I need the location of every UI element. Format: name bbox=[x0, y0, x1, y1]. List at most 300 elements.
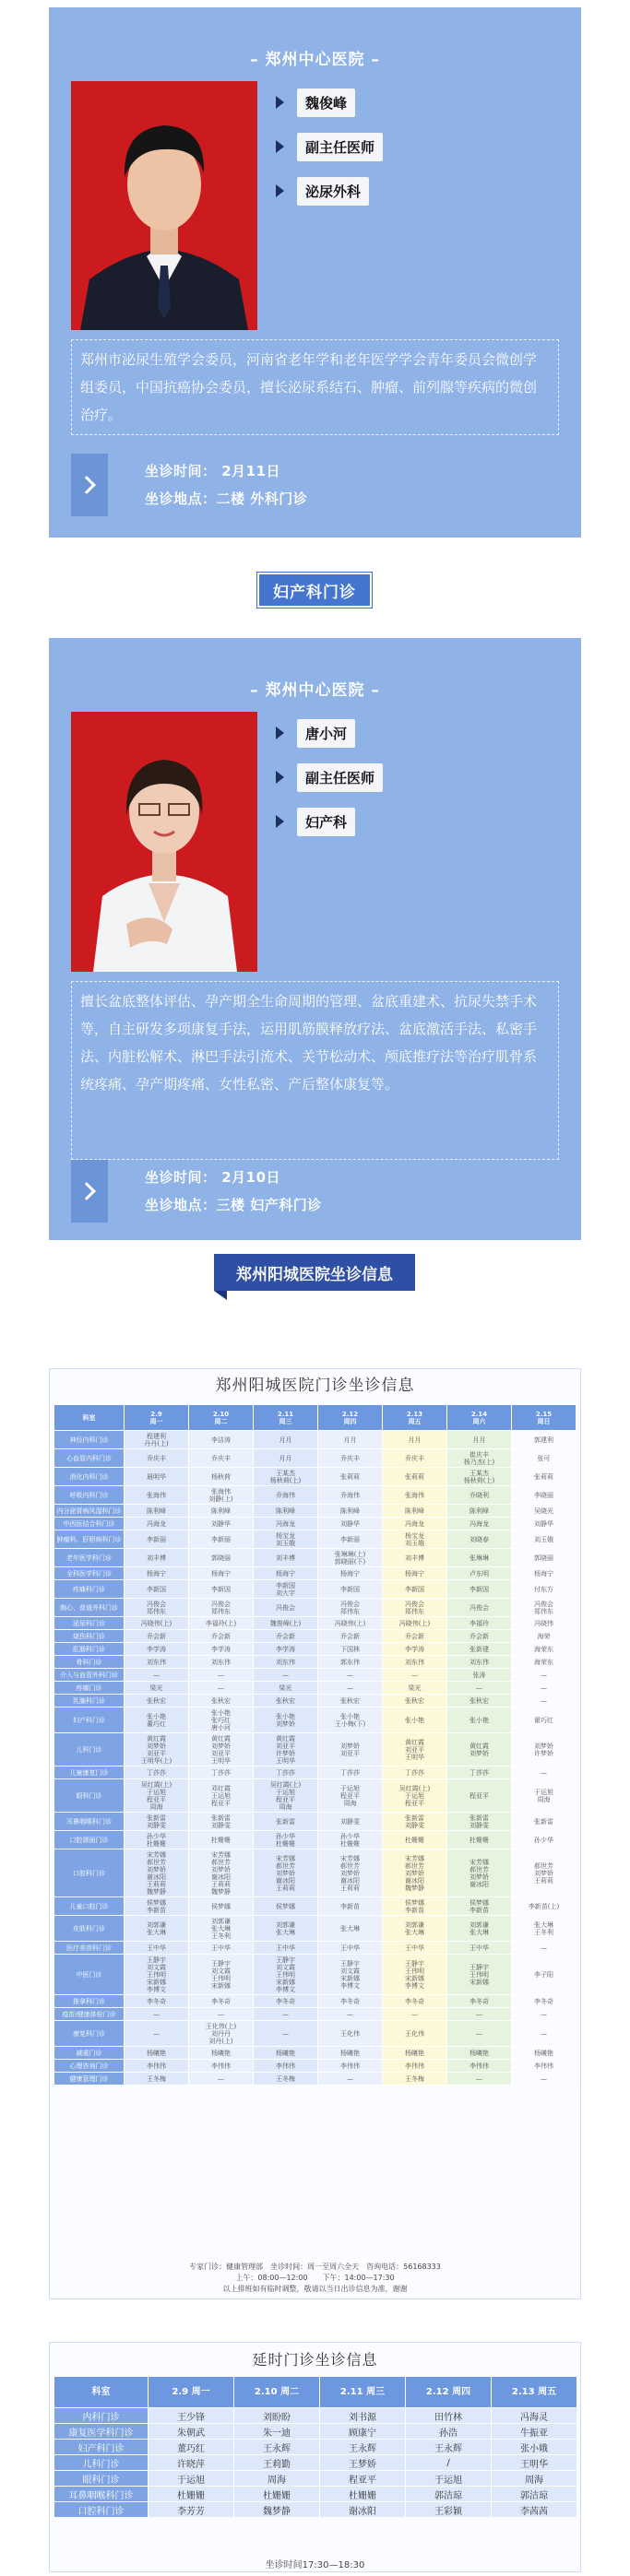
doctor-cell: 乔庆丰 bbox=[318, 1449, 383, 1468]
table-row bbox=[54, 1505, 577, 1518]
doctor-card-2 bbox=[49, 638, 581, 1240]
name-tag-row bbox=[276, 87, 355, 118]
doctor-cell: 杜姗姗 bbox=[234, 2487, 320, 2502]
doctor-photo bbox=[71, 712, 257, 972]
doctor-cell: 张秋宏 bbox=[447, 1695, 512, 1707]
column-header: 2.15 周日 bbox=[512, 1405, 577, 1431]
doctor-cell: 冯晓伟(上) bbox=[383, 1617, 447, 1630]
department-cell: 皮肤科门诊 bbox=[54, 1916, 125, 1942]
doctor-cell: — bbox=[447, 2008, 512, 2021]
table-row bbox=[54, 1669, 577, 1682]
table-row bbox=[54, 1779, 577, 1813]
doctor-cell: 李新国 bbox=[189, 1580, 254, 1599]
doctor-cell: 卢东明 bbox=[447, 1567, 512, 1580]
doctor-cell: 孙浩 bbox=[406, 2424, 492, 2440]
table-row bbox=[54, 1643, 577, 1656]
doctor-cell: 张秋宏 bbox=[125, 1695, 189, 1707]
table-row bbox=[54, 1955, 577, 1995]
doctor-cell: — bbox=[318, 2073, 383, 2086]
doctor-cell: 张小艳 王小梅(下) bbox=[318, 1707, 383, 1733]
doctor-cell: 冯晓伟 bbox=[512, 1617, 577, 1630]
doctor-cell: 王静宇 刘文霞 宋新娜 李博文 bbox=[318, 1955, 383, 1995]
doctor-cell: 李洁涛 bbox=[189, 1431, 254, 1449]
chevron-right-icon bbox=[71, 454, 108, 516]
doctor-cell: 张小艳 刘梦娇 bbox=[254, 1707, 318, 1733]
department-cell: 老年医学科门诊 bbox=[54, 1549, 125, 1567]
doctor-cell: 李冬奇 bbox=[318, 1995, 383, 2008]
doctor-cell: 黄红霞 刘亚平 王明华 bbox=[383, 1733, 447, 1767]
department-cell: 耳鼻咽喉科门诊 bbox=[54, 2487, 149, 2502]
doctor-cell: 王中华 bbox=[254, 1942, 318, 1955]
doctor-cell: 刘书源 bbox=[320, 2408, 406, 2424]
department-cell: 烧伤科门诊 bbox=[54, 1630, 125, 1643]
name-tag-row bbox=[276, 717, 355, 749]
doctor-cell: 王静宇 刘文霞 王伟明 宋新娜 李博文 bbox=[125, 1955, 189, 1995]
doctor-cell: 月月 bbox=[254, 1449, 318, 1468]
doctor-cell: 刘郭谦 张大琳 bbox=[447, 1916, 512, 1942]
department-cell: 肿瘤科、肝胆病科门诊 bbox=[54, 1530, 125, 1549]
doctor-cell: 吴红霞(上) 于运旭 程亚平 周海 bbox=[254, 1779, 318, 1813]
doctor-cell: — bbox=[189, 1669, 254, 1682]
doctor-cell: 王静宇 刘文霞 王伟明 宋新娜 bbox=[189, 1955, 254, 1995]
doctor-cell: 丁莎莎 bbox=[383, 1767, 447, 1779]
doctor-cell: 李伟伟 bbox=[383, 2060, 447, 2073]
doctor-cell: 乔会新 bbox=[318, 1630, 383, 1643]
table-row bbox=[54, 1630, 577, 1643]
doctor-cell: — bbox=[512, 1942, 577, 1955]
doctor-cell: 宋芳娜 郝世芳 刘梦娇 谢冰阳 bbox=[447, 1849, 512, 1897]
department-cell: 神经内科门诊 bbox=[54, 1431, 125, 1449]
doctor-cell: 顾康宁 bbox=[320, 2424, 406, 2440]
doctor-cell: 刘丰博 bbox=[383, 1549, 447, 1567]
doctor-cell: 冯海龙 bbox=[447, 1518, 512, 1530]
arrow-icon bbox=[276, 184, 284, 197]
table-header-row bbox=[54, 2377, 577, 2408]
doctor-cell: 付东方 bbox=[512, 1580, 577, 1599]
arrow-icon bbox=[276, 96, 284, 109]
doctor-cell: 刘静华 bbox=[189, 1518, 254, 1530]
doctor-cell: 杨海宁 bbox=[512, 1567, 577, 1580]
doctor-cell: 张莉莉 bbox=[318, 1468, 383, 1486]
schedule-block bbox=[71, 1160, 559, 1223]
doctor-cell: 王化伟 bbox=[318, 2021, 383, 2047]
doctor-name: 唐小河 bbox=[297, 719, 355, 748]
doctor-cell: 杨宝龙 刘玉娥 bbox=[254, 1530, 318, 1549]
doctor-cell: 月月 bbox=[318, 1431, 383, 1449]
doctor-cell: 李新国 bbox=[447, 1580, 512, 1599]
doctor-cell: 乔会新 bbox=[383, 1630, 447, 1643]
doctor-cell: 王冬梅 bbox=[125, 2073, 189, 2086]
table-row bbox=[54, 1733, 577, 1767]
doctor-cell: 李冬奇 bbox=[447, 1995, 512, 2008]
doctor-cell: 乔庆丰 bbox=[189, 1449, 254, 1468]
doctor-cell: 张小艳 董巧红 bbox=[125, 1707, 189, 1733]
doctor-cell: 李伟伟 bbox=[125, 2060, 189, 2073]
department-cell: 儿童康复门诊 bbox=[54, 1767, 125, 1779]
department-cell: 推拿科门诊 bbox=[54, 1995, 125, 2008]
doctor-description: 擅长盆底整体评估、孕产期全生命周期的管理、盆底重建术、抗尿失禁手术等，自主研发多项康复手法，运用肌筋膜释放疗法、盆底激活手法、私密手法、内脏松解术、淋巴手法引流术、关节松动术、颅底推疗法等治疗肌骨系统疼痛、孕产期疼痛、女性私密、产后整体康复等。 bbox=[71, 981, 559, 1160]
table-row bbox=[54, 1486, 577, 1505]
table-row bbox=[54, 1995, 577, 2008]
doctor-cell: 刘东伟 bbox=[189, 1656, 254, 1669]
table-footnote: 专家门诊：健康管理部 坐诊时间：周一至周六全天 咨询电话：56168333 bbox=[189, 2263, 441, 2271]
table-row bbox=[54, 1897, 577, 1916]
doctor-cell: — bbox=[125, 2008, 189, 2021]
table-row bbox=[54, 2502, 577, 2518]
doctor-cell: 李新苗 bbox=[318, 1897, 383, 1916]
doctor-cell: 李新苗(上) bbox=[512, 1897, 577, 1916]
doctor-cell: 邓红霞 王运旭 程亚平 bbox=[189, 1779, 254, 1813]
table-row bbox=[54, 1468, 577, 1486]
doctor-cell: 李茜茜 bbox=[492, 2502, 577, 2518]
doctor-cell: 孙少华 bbox=[512, 1831, 577, 1849]
doctor-cell: 王永辉 bbox=[234, 2440, 320, 2455]
table-row bbox=[54, 2487, 577, 2502]
doctor-cell: 丁莎莎 bbox=[318, 1767, 383, 1779]
department-cell: 肛肠科门诊 bbox=[54, 1643, 125, 1656]
department-cell: 儿童口腔门诊 bbox=[54, 1897, 125, 1916]
doctor-cell: 刘郭谦 张大琳 bbox=[383, 1916, 447, 1942]
doctor-cell: 刘玉娥 bbox=[512, 1530, 577, 1549]
doctor-cell: 李冬奇 bbox=[125, 1995, 189, 2008]
arrow-icon bbox=[276, 815, 284, 828]
doctor-photo bbox=[71, 81, 257, 330]
doctor-cell: 黄红霞 刘亚平 许梦娇 王明华 bbox=[254, 1733, 318, 1767]
chevron-right-icon bbox=[71, 1160, 108, 1223]
doctor-cell: 李福玲(上) bbox=[189, 1617, 254, 1630]
doctor-cell: 陈利峰 bbox=[254, 1505, 318, 1518]
doctor-cell: 刘静华 bbox=[318, 1518, 383, 1530]
doctor-cell: 王永辉 bbox=[320, 2440, 406, 2455]
table-row bbox=[54, 1518, 577, 1530]
doctor-cell: 李伟伟 bbox=[318, 2060, 383, 2073]
doctor-cell: 杜姗姗 bbox=[149, 2487, 234, 2502]
doctor-cell: 刘丰博 bbox=[125, 1549, 189, 1567]
doctor-cell: 刘郭谦 张大琳 bbox=[254, 1916, 318, 1942]
department-cell: 医疗美容科门诊 bbox=[54, 1942, 125, 1955]
doctor-cell: 冯俊会 郑伟东 bbox=[125, 1599, 189, 1617]
doctor-cell: 王少锋 bbox=[149, 2408, 234, 2424]
doctor-cell: 月月 bbox=[447, 1431, 512, 1449]
department-cell: 泌尿科门诊 bbox=[54, 1617, 125, 1630]
doctor-cell: 刘盼盼 bbox=[234, 2408, 320, 2424]
doctor-cell: — bbox=[512, 2008, 577, 2021]
hospital-name: – 郑州中心医院 – bbox=[250, 681, 380, 700]
table-row bbox=[54, 2408, 577, 2424]
doctor-cell: 侯梦娜 李新苗 bbox=[447, 1897, 512, 1916]
doctor-cell: 张大琳 bbox=[318, 1916, 383, 1942]
doctor-cell: 刘东伟 bbox=[254, 1656, 318, 1669]
doctor-cell: 刘郭谦 张大琳 王冬利 bbox=[189, 1916, 254, 1942]
doctor-cell: 杜姗姗 bbox=[383, 1831, 447, 1849]
doctor-cell: 王静宇 刘文霞 王伟明 宋新娜 李博文 bbox=[254, 1955, 318, 1995]
table-row bbox=[54, 1813, 577, 1831]
schedule-block bbox=[71, 454, 559, 516]
table-row bbox=[54, 1767, 577, 1779]
doctor-cell: 张新雷 刘静雯 bbox=[383, 1813, 447, 1831]
doctor-cell: 张海伟 bbox=[125, 1486, 189, 1505]
doctor-cell: 杨秋荷 bbox=[189, 1468, 254, 1486]
column-header: 2.13 周五 bbox=[383, 1405, 447, 1431]
doctor-cell: 王冬梅 bbox=[254, 2073, 318, 2086]
doctor-cell: 丁莎莎 bbox=[254, 1767, 318, 1779]
department-cell: 中医门诊 bbox=[54, 1955, 125, 1995]
doctor-cell: 杨海宁 bbox=[189, 1567, 254, 1580]
doctor-cell: 海荣东 bbox=[512, 1656, 577, 1669]
doctor-cell: 乔庆丰 bbox=[125, 1449, 189, 1468]
doctor-cell: 冯晓伟(上) bbox=[125, 1617, 189, 1630]
table-row bbox=[54, 1549, 577, 1567]
doctor-cell: 郭洁琼 bbox=[492, 2487, 577, 2502]
doctor-cell: 李晓丽 bbox=[512, 1486, 577, 1505]
doctor-cell: 周海 bbox=[492, 2471, 577, 2487]
department-cell: 眼科门诊 bbox=[54, 1779, 125, 1813]
doctor-cell: — bbox=[125, 1669, 189, 1682]
doctor-cell: 陈利峰 bbox=[318, 1505, 383, 1518]
department-cell: 眼科门诊 bbox=[54, 2471, 149, 2487]
department-cell: 疫苗/健康体检门诊 bbox=[54, 2008, 125, 2021]
doctor-cell: 于运旭 周海 bbox=[512, 1779, 577, 1813]
doctor-cell: — bbox=[318, 1669, 383, 1682]
doctor-cell: 朱朝武 bbox=[149, 2424, 234, 2440]
doctor-cell: 张新雷 bbox=[512, 1813, 577, 1831]
doctor-cell: 李新丽 bbox=[125, 1530, 189, 1549]
doctor-cell: 海荣东 bbox=[512, 1643, 577, 1656]
doctor-cell: 张新建 bbox=[447, 1643, 512, 1656]
doctor-cell: 乔会新 bbox=[125, 1630, 189, 1643]
doctor-title: 副主任医师 bbox=[297, 763, 383, 792]
department-cell: 心血管内科门诊 bbox=[54, 1449, 125, 1468]
doctor-card-1 bbox=[49, 7, 581, 538]
doctor-cell: 李芳芳 bbox=[149, 2502, 234, 2518]
doctor-cell: 吴晓光 bbox=[512, 1505, 577, 1518]
doctor-cell: — bbox=[447, 1682, 512, 1695]
doctor-cell: 张琳琳(上) 郭晓丽(下) bbox=[318, 1549, 383, 1567]
column-header: 2.11 周三 bbox=[320, 2377, 406, 2408]
department-cell: 心理咨询门诊 bbox=[54, 2060, 125, 2073]
doctor-cell: 刘梦娇 刘亚平 bbox=[318, 1733, 383, 1767]
doctor-cell: 张琳琳 bbox=[447, 1549, 512, 1567]
doctor-cell: 王中华 bbox=[125, 1942, 189, 1955]
banner-fold bbox=[214, 1291, 227, 1300]
doctor-cell: — bbox=[512, 1767, 577, 1779]
doctor-cell: 张秋宏 bbox=[189, 1695, 254, 1707]
doctor-cell: 孙少华 杜姗姗 bbox=[318, 1831, 383, 1849]
doctor-cell: 黄红霞 刘梦娇 刘亚平 王明华 bbox=[189, 1733, 254, 1767]
doctor-cell: 李伟伟 bbox=[254, 2060, 318, 2073]
doctor-cell: 杨曦艳 bbox=[318, 2047, 383, 2060]
doctor-cell: 宋芳娜 郝世芳 刘梦娇 谢冰阳 王莉莉 魏梦静 bbox=[189, 1849, 254, 1897]
table-row bbox=[54, 2424, 577, 2440]
table-row bbox=[54, 2440, 577, 2455]
table-row bbox=[54, 1617, 577, 1630]
doctor-cell: 许晓萍 bbox=[149, 2455, 234, 2471]
department-cell: 中西医结合科门诊 bbox=[54, 1518, 125, 1530]
doctor-cell: 李冬奇 bbox=[189, 1995, 254, 2008]
doctor-cell: 侯梦娜 bbox=[189, 1897, 254, 1916]
doctor-cell: 于运旭 bbox=[406, 2471, 492, 2487]
doctor-cell: 郝世芳 刘梦娇 王莉莉 bbox=[512, 1849, 577, 1897]
doctor-cell: 宋芳娜 郝世芳 刘梦娇 谢冰阳 王莉莉 魏梦静 bbox=[125, 1849, 189, 1897]
doctor-cell: 张新雷 刘静雯 bbox=[447, 1813, 512, 1831]
table-row bbox=[54, 1682, 577, 1695]
column-header: 2.9 周一 bbox=[149, 2377, 234, 2408]
doctor-cell: 孙少华 杜姗姗 bbox=[125, 1831, 189, 1849]
table-row bbox=[54, 1656, 577, 1669]
doctor-cell: — bbox=[318, 2008, 383, 2021]
table-row bbox=[54, 1695, 577, 1707]
doctor-cell: 郭建利 bbox=[512, 1431, 577, 1449]
doctor-cell: 王化伟(上) 刘丹丹 刘丹(上) bbox=[189, 2021, 254, 2047]
doctor-cell: 魏梦静 bbox=[234, 2502, 320, 2518]
doctor-cell: 乔海伟 bbox=[318, 1486, 383, 1505]
table-row bbox=[54, 2455, 577, 2471]
doctor-cell: 梁光 bbox=[254, 1682, 318, 1695]
doctor-cell: 杨曦艳 bbox=[447, 2047, 512, 2060]
table-row bbox=[54, 1530, 577, 1549]
doctor-cell: — bbox=[447, 2021, 512, 2047]
doctor-cell: 张大琳 王冬利 bbox=[512, 1916, 577, 1942]
doctor-cell: 李福玲 bbox=[447, 1617, 512, 1630]
department-cell: 疼痛门诊 bbox=[54, 1682, 125, 1695]
doctor-name: 魏俊峰 bbox=[297, 89, 355, 117]
doctor-cell: 乔会新 bbox=[189, 1630, 254, 1643]
doctor-cell: 翟巧红 bbox=[512, 1707, 577, 1733]
doctor-cell: 黄红霞 刘梦娇 刘亚平 王明华(上) bbox=[125, 1733, 189, 1767]
doctor-cell: — bbox=[189, 1682, 254, 1695]
table-row bbox=[54, 1599, 577, 1617]
doctor-cell: 李伟伟 bbox=[512, 2060, 577, 2073]
department-cell: 减重门诊 bbox=[54, 2047, 125, 2060]
doctor-cell: — bbox=[512, 1682, 577, 1695]
table-row bbox=[54, 2471, 577, 2487]
table-row bbox=[54, 1849, 577, 1897]
doctor-cell: 月月 bbox=[254, 1431, 318, 1449]
column-header: 2.12 周四 bbox=[318, 1405, 383, 1431]
doctor-cell: 李新国 bbox=[125, 1580, 189, 1599]
table-row bbox=[54, 2047, 577, 2060]
department-cell: 康复医学科门诊 bbox=[54, 2424, 149, 2440]
doctor-cell: — bbox=[447, 2073, 512, 2086]
doctor-cell: 张莉莉 bbox=[512, 1468, 577, 1486]
doctor-cell: 程亚平 bbox=[320, 2471, 406, 2487]
column-header: 2.14 周六 bbox=[447, 1405, 512, 1431]
column-header: 2.11 周三 bbox=[254, 1405, 318, 1431]
doctor-cell: 刘东伟 bbox=[447, 1656, 512, 1669]
table-title: 郑州阳城医院门诊坐诊信息 bbox=[215, 1377, 415, 1395]
banner-title: 郑州阳城医院坐诊信息 bbox=[214, 1254, 415, 1291]
doctor-cell: 王中华 bbox=[189, 1942, 254, 1955]
table-row bbox=[54, 1942, 577, 1955]
title-tag-row bbox=[276, 762, 383, 793]
schedule-grid bbox=[53, 2376, 577, 2518]
doctor-cell: 李学涛 bbox=[254, 1643, 318, 1656]
doctor-cell: 王梦娇 bbox=[320, 2455, 406, 2471]
doctor-cell: 程亚平 bbox=[447, 1779, 512, 1813]
doctor-cell: 梁光 bbox=[383, 1682, 447, 1695]
doctor-cell: 田竹林 bbox=[406, 2408, 492, 2424]
arrow-icon bbox=[276, 727, 284, 739]
doctor-cell: 宋芳娜 郝世芳 刘梦娇 谢冰阳 王莉莉 bbox=[318, 1849, 383, 1897]
column-header: 2.12 周四 bbox=[406, 2377, 492, 2408]
doctor-cell: 杨海宁 bbox=[383, 1567, 447, 1580]
department-cell: 乳腺科门诊 bbox=[54, 1695, 125, 1707]
doctor-cell: 张小艳 bbox=[447, 1707, 512, 1733]
doctor-cell: 张海伟 bbox=[383, 1486, 447, 1505]
doctor-cell: 刘梦娇 许梦娇 bbox=[512, 1733, 577, 1767]
doctor-cell: 李冬奇 bbox=[254, 1995, 318, 2008]
arrow-icon bbox=[276, 771, 284, 784]
doctor-cell: — bbox=[189, 2073, 254, 2086]
doctor-cell: 黄红霞 刘梦娇 bbox=[447, 1733, 512, 1767]
doctor-cell: 张可 bbox=[512, 1449, 577, 1468]
doctor-cell: 刘静雯 bbox=[318, 1813, 383, 1831]
department-cell: 消化内科门诊 bbox=[54, 1468, 125, 1486]
doctor-cell: 冯俊会 bbox=[254, 1599, 318, 1617]
doctor-cell: 冯海灵 bbox=[492, 2408, 577, 2424]
table-row bbox=[54, 1567, 577, 1580]
doctor-cell: 冯俊会 郑伟东 bbox=[189, 1599, 254, 1617]
doctor-cell: 王明华 bbox=[492, 2455, 577, 2471]
doctor-cell: 李学涛 bbox=[189, 1643, 254, 1656]
doctor-cell: 王永辉 bbox=[406, 2440, 492, 2455]
doctor-cell: 陈利峰 bbox=[383, 1505, 447, 1518]
doctor-cell: 李冬奇 bbox=[512, 1995, 577, 2008]
doctor-cell: 李新丽 bbox=[189, 1530, 254, 1549]
doctor-cell: 张涛 bbox=[447, 1669, 512, 1682]
doctor-cell: 刘晓春 bbox=[447, 1530, 512, 1549]
doctor-cell: 王化伟 bbox=[383, 2021, 447, 2047]
doctor-cell: 张秋宏 bbox=[383, 1695, 447, 1707]
doctor-cell: 杨海宁 bbox=[318, 1567, 383, 1580]
department-cell: 健康管理门诊 bbox=[54, 2073, 125, 2086]
doctor-cell: 刘东伟 bbox=[383, 1656, 447, 1669]
doctor-dept: 泌尿外科 bbox=[297, 177, 369, 206]
doctor-cell: 张小娥 bbox=[492, 2440, 577, 2455]
doctor-cell: 杨海宁 bbox=[254, 1567, 318, 1580]
doctor-cell: 杜姗姗 bbox=[189, 1831, 254, 1849]
doctor-cell: 杨海宁 bbox=[125, 1567, 189, 1580]
doctor-cell: 李伟伟 bbox=[189, 2060, 254, 2073]
doctor-cell: 吴红霞(上) 于运旭 程亚平 周海 bbox=[125, 1779, 189, 1813]
doctor-cell: 张秋宏 bbox=[254, 1695, 318, 1707]
table-row bbox=[54, 2073, 577, 2086]
doctor-cell: 侯梦娜 bbox=[254, 1897, 318, 1916]
doctor-cell: — bbox=[512, 1669, 577, 1682]
doctor-cell: 张小艳 bbox=[383, 1707, 447, 1733]
doctor-cell: — bbox=[318, 1682, 383, 1695]
doctor-title: 副主任医师 bbox=[297, 133, 383, 161]
doctor-cell: 乔会新 bbox=[254, 1630, 318, 1643]
doctor-cell: 李子阳 bbox=[512, 1955, 577, 1995]
doctor-cell: 梁光 bbox=[125, 1682, 189, 1695]
department-cell: 康复科门诊 bbox=[54, 2021, 125, 2047]
doctor-cell: 冯海龙 bbox=[254, 1518, 318, 1530]
doctor-cell: 乔海伟 bbox=[254, 1486, 318, 1505]
doctor-cell: 王冬梅 bbox=[383, 2073, 447, 2086]
doctor-cell: 谢冰阳 bbox=[320, 2502, 406, 2518]
title-tag-row bbox=[276, 131, 383, 162]
doctor-cell: 周海 bbox=[234, 2471, 320, 2487]
doctor-description: 郑州市泌尿生殖学会委员，河南省老年学和老年医学学会青年委员会微创学组委员，中国抗癌协会委员，擅长泌尿系结石、肿瘤、前列腺等疾病的微创治疗。 bbox=[71, 339, 559, 435]
table-row bbox=[54, 1707, 577, 1733]
doctor-cell: 李伟伟 bbox=[447, 2060, 512, 2073]
doctor-cell: 郭东伟 bbox=[318, 1656, 383, 1669]
arrow-icon bbox=[276, 140, 284, 153]
doctor-cell: 侯梦娜 李新苗 bbox=[125, 1897, 189, 1916]
department-cell: 呼吸内科门诊 bbox=[54, 1486, 125, 1505]
dept-tag-row bbox=[276, 806, 355, 837]
